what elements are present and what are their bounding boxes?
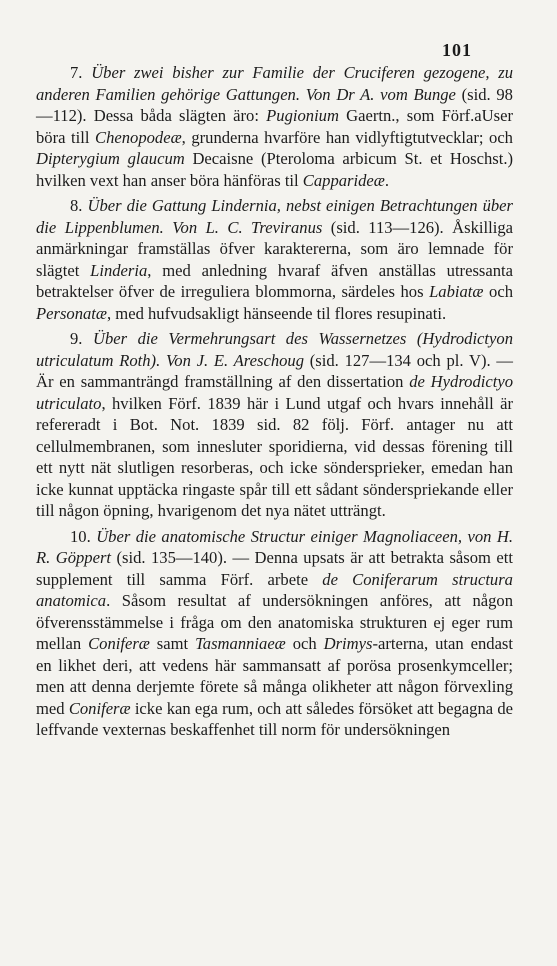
italic-run: Drimys — [323, 634, 373, 653]
entry-text — [36, 527, 513, 740]
page-number: 101 — [442, 40, 472, 60]
entry-text — [36, 329, 513, 520]
text-run — [82, 329, 93, 348]
italic-run: Coniferæ — [68, 698, 131, 718]
entry-number: 9. — [70, 329, 83, 348]
entry-number: 7. — [70, 63, 83, 82]
entry-number: 8. — [70, 196, 83, 215]
text-run: (sid. 98—112). Dessa båda slägten äro: — [36, 84, 513, 125]
entry-text — [36, 196, 513, 323]
text-run: , hvilken Förf. 1839 här i Lund utgaf och hvars innehåll är refereradt i Bot. Not. 1839 sid. 82 följ. Förf. antager nu att cellulmembranen, som innesluter sporidierna, vid dessas förening till ett nytt nät slutligen resorberas, och icke söndersprieker, emedan han icke kunnat upptäcka ringaste spår till ett sådant sönderspriekande eller till någon öpning, hvarigenom det nya nätet utträngt. — [36, 393, 513, 520]
italic-run: Über die Gattung Lindernia, nebst einigen Betrachtungen über die Lippenblumen. Von L. C. Treviranus — [36, 196, 513, 237]
text-run — [82, 63, 91, 82]
italic-run: Über die Vermehrungsart des Wassernetzes (Hydrodictyon utriculatum Roth). Von J. E. Areschoug — [36, 329, 513, 370]
text-run: (sid. 113—126). Åskilliga anmärkningar framställas öfver karaktererna, som äro lemnade för slägtet — [36, 217, 513, 280]
italic-run: Tasmanniaeæ — [195, 634, 286, 653]
entry-9 — [36, 328, 513, 522]
italic-run: Personatæ — [36, 303, 107, 323]
italic-run: Capparideæ — [302, 170, 385, 190]
text-run: och — [483, 282, 513, 301]
text-run: . Såsom resultat af undersökningen anföres, att någon öfverensstämmelse i fråga om den anatomiska strukturen ej eger rum mellan — [36, 591, 513, 653]
italic-run: Dipterygium glaucum — [36, 149, 185, 168]
text-run: , med anledning hvaraf äfven anställas utressanta betraktelser öfver de irreguliera blommorna, särdeles hos — [36, 260, 513, 301]
italic-run: Über die anatomische Structur einiger Magnoliaceen, von H. R. Göppert — [36, 526, 513, 567]
text-run: och — [285, 634, 324, 653]
text-run: . — [384, 170, 390, 190]
italic-run: de Hydrodictyo utriculato — [36, 372, 513, 413]
italic-run: Über zwei bisher zur Familie der Cruciferen gezogene, zu anderen Familien gehörige Gattungen. Von Dr A. vom Bunge — [36, 63, 513, 104]
entry-10 — [36, 526, 513, 741]
text-run: (sid. 127—134 och pl. V). — Är en sammanträngd framställning af den dissertation — [36, 350, 513, 391]
italic-run: Pugionium — [266, 106, 339, 125]
italic-run: Coniferæ — [88, 634, 150, 653]
text-run: Decaisne (Pteroloma arbicum St. et Hoschst.) hvilken vext han anser böra hänföras til — [36, 149, 513, 190]
italic-run: de Coniferarum structura anatomica — [36, 569, 513, 610]
text-run: (sid. 135—140). — Denna upsats är att betrakta såsom ett supplement till samma Förf. arbete — [36, 548, 513, 589]
entry-7 — [36, 62, 513, 191]
text-run: icke kan ega rum, och att således försöket att begagna de leffvande vexternas beskaffenhet till norm för undersökningen — [36, 698, 513, 739]
italic-run: Chenopodeæ — [95, 127, 182, 147]
text-run: samt — [149, 634, 196, 653]
italic-run: Linderia — [90, 260, 148, 280]
entry-number: 10. — [70, 526, 91, 546]
italic-run: Labiatæ — [429, 282, 484, 301]
text-run: Gaertn., som Förf.aUser böra till — [36, 106, 513, 147]
text-run: , med hufvudsakligt hänseende til flores resupinati. — [107, 303, 447, 323]
entry-text — [36, 63, 513, 190]
text-run: -arterna, utan endast en likhet deri, att vedens här sammansatt af porösa prosenkymceller; men att denna derjemte förete så många olikheter att någon förvexling med — [36, 634, 513, 718]
entries-list — [36, 62, 513, 741]
entry-8 — [36, 195, 513, 324]
text-run: , grunderna hvarföre han vidlyftigtutvecklar; och — [181, 127, 513, 147]
